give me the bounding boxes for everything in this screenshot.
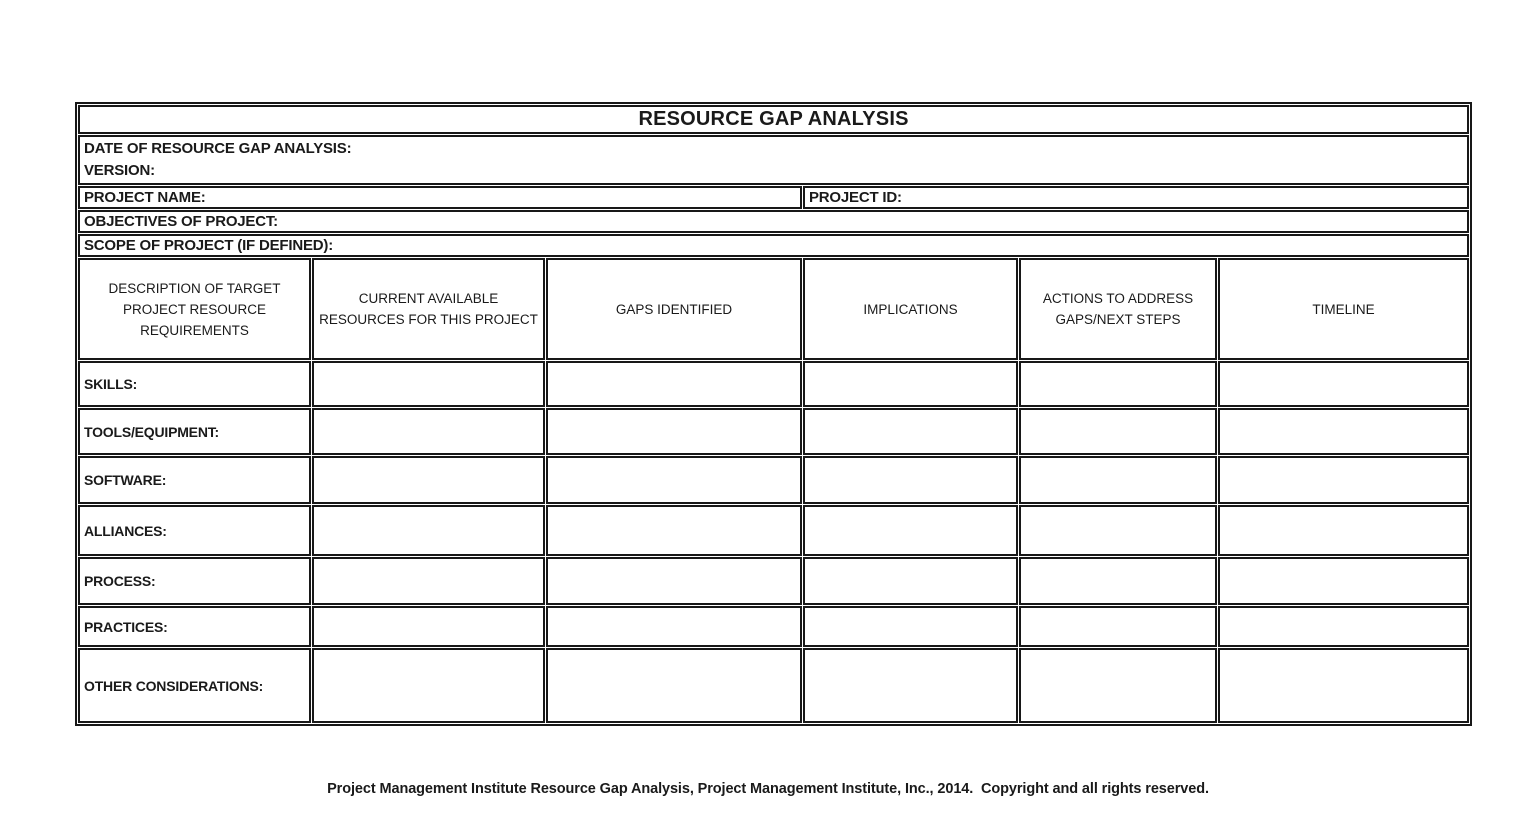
empty-cell: [803, 361, 1018, 407]
empty-cell: [312, 361, 545, 407]
empty-cell: [1218, 408, 1469, 455]
row-label-alliances: ALLIANCES:: [78, 505, 311, 556]
table-row-tools-equipment: [78, 408, 1469, 455]
empty-cell: [546, 456, 802, 504]
empty-cell: [1019, 408, 1217, 455]
form-title: RESOURCE GAP ANALYSIS: [78, 105, 1469, 134]
table-row-alliances: [78, 505, 1469, 556]
column-header-description: [78, 258, 311, 360]
empty-cell: [1019, 456, 1217, 504]
empty-cell: [1019, 648, 1217, 723]
empty-cell: [1218, 456, 1469, 504]
empty-cell: [312, 505, 545, 556]
empty-cell: [1218, 361, 1469, 407]
empty-cell: [312, 606, 545, 647]
version-label: VERSION:: [84, 162, 155, 179]
empty-cell: [546, 606, 802, 647]
row-label-other-considerations: OTHER CONSIDERATIONS:: [78, 648, 311, 723]
column-header-timeline-text: TIMELINE: [1312, 301, 1375, 317]
date-of-analysis-label: DATE OF RESOURCE GAP ANALYSIS:: [84, 140, 352, 157]
project-name-label: PROJECT NAME:: [78, 186, 802, 209]
empty-cell: [546, 408, 802, 455]
column-header-implications-text: IMPLICATIONS: [863, 301, 958, 317]
column-header-actions: [1019, 258, 1217, 360]
row-label-process: PROCESS:: [78, 557, 311, 605]
objectives-label: OBJECTIVES OF PROJECT:: [78, 210, 1469, 233]
table-row-software: [78, 456, 1469, 504]
empty-cell: [1019, 361, 1217, 407]
resource-gap-analysis-form: [75, 102, 1472, 726]
empty-cell: [803, 408, 1018, 455]
row-label-tools-equipment: TOOLS/EQUIPMENT:: [78, 408, 311, 455]
column-header-actions-text: ACTIONS TO ADDRESS GAPS/NEXT STEPS: [1042, 291, 1194, 327]
empty-cell: [546, 648, 802, 723]
empty-cell: [1218, 606, 1469, 647]
project-id-label: PROJECT ID:: [803, 186, 1469, 209]
column-header-gaps-identified: [546, 258, 802, 360]
empty-cell: [803, 557, 1018, 605]
empty-cell: [546, 361, 802, 407]
empty-cell: [803, 648, 1018, 723]
column-header-current-resources-text: CURRENT AVAILABLE RESOURCES FOR THIS PROJECT: [319, 291, 538, 327]
column-header-current-resources: [312, 258, 545, 360]
table-row-skills: [78, 361, 1469, 407]
empty-cell: [1218, 648, 1469, 723]
column-header-description-text: DESCRIPTION OF TARGET PROJECT RESOURCE REQUIREMENTS: [108, 280, 281, 338]
empty-cell: [546, 505, 802, 556]
empty-cell: [1218, 505, 1469, 556]
empty-cell: [1019, 505, 1217, 556]
table-row-practices: [78, 606, 1469, 647]
empty-cell: [312, 557, 545, 605]
empty-cell: [803, 456, 1018, 504]
row-label-software: SOFTWARE:: [78, 456, 311, 504]
empty-cell: [312, 408, 545, 455]
row-label-skills: SKILLS:: [78, 361, 311, 407]
scope-label: SCOPE OF PROJECT (IF DEFINED):: [78, 234, 1469, 257]
column-header-timeline: [1218, 258, 1469, 360]
table-row-process: [78, 557, 1469, 605]
copyright-footer: Project Management Institute Resource Gap Analysis, Project Management Institute, Inc., 2014. Copyright and all rights reserved.: [327, 781, 1209, 797]
empty-cell: [312, 456, 545, 504]
empty-cell: [546, 557, 802, 605]
row-label-practices: PRACTICES:: [78, 606, 311, 647]
table-row-other-considerations: [78, 648, 1469, 723]
empty-cell: [1019, 606, 1217, 647]
empty-cell: [803, 606, 1018, 647]
date-version-cell: [78, 135, 1469, 185]
empty-cell: [1019, 557, 1217, 605]
empty-cell: [1218, 557, 1469, 605]
column-header-implications: [803, 258, 1018, 360]
empty-cell: [803, 505, 1018, 556]
empty-cell: [312, 648, 545, 723]
column-header-gaps-identified-text: GAPS IDENTIFIED: [615, 301, 733, 317]
